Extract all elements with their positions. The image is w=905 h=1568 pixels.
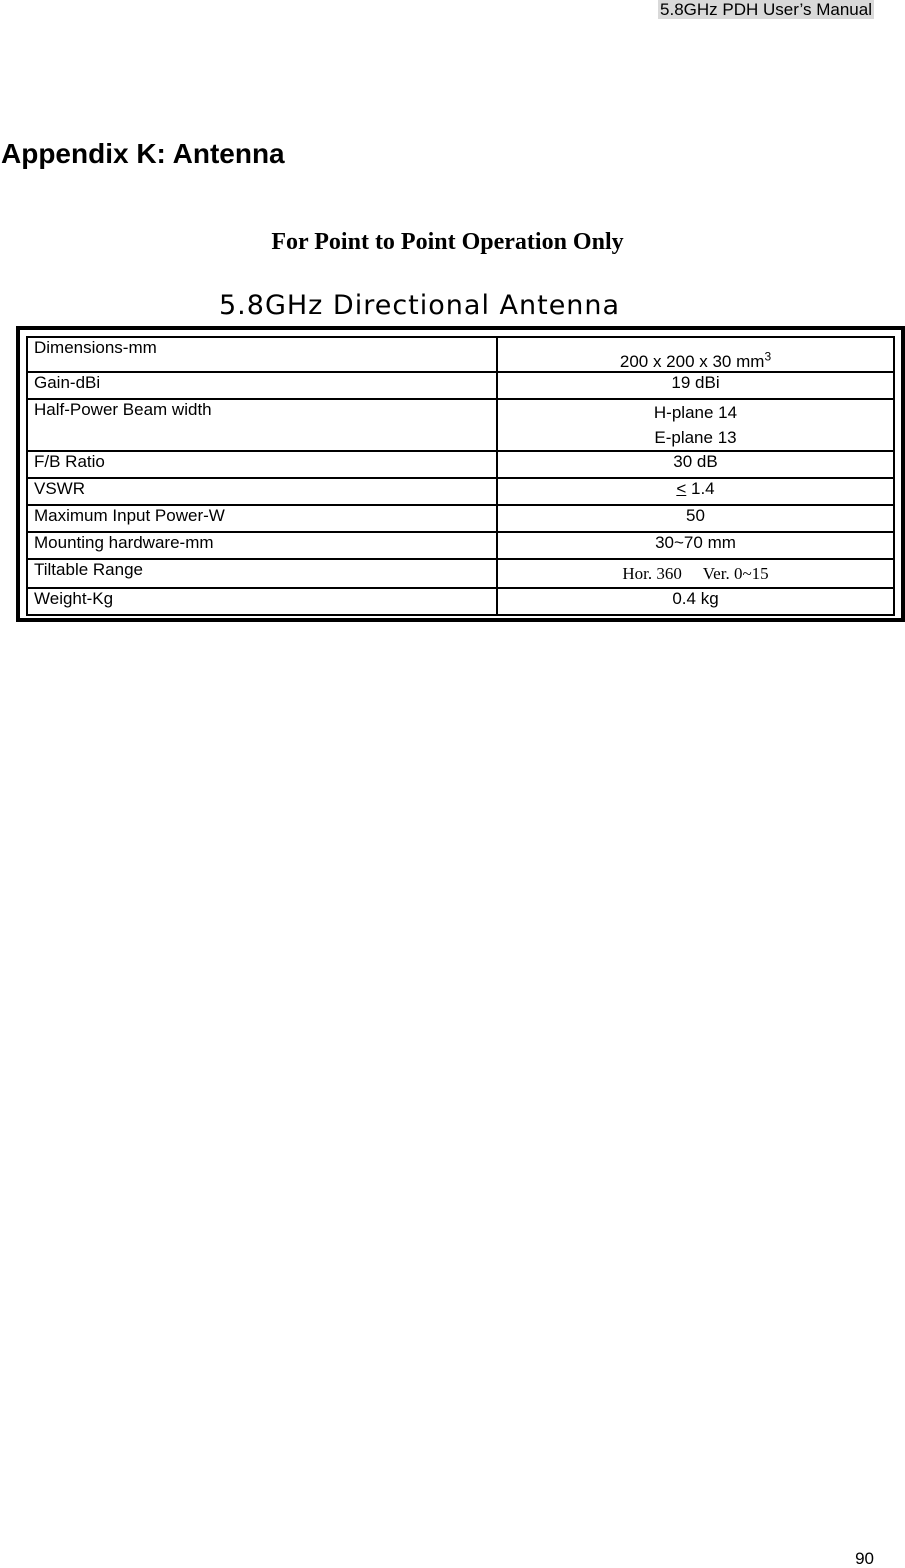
- spec-value: 50: [497, 505, 894, 532]
- page-number: 90: [855, 1549, 874, 1568]
- spec-value: [497, 399, 894, 451]
- table-caption: 5.8GHz Directional Antenna: [219, 290, 621, 321]
- e-plane-value: E-plane 13: [654, 428, 737, 447]
- spec-value: 30~70 mm: [497, 532, 894, 559]
- h-plane-value: H-plane 14: [653, 403, 738, 422]
- spec-value: 0.4 kg: [497, 588, 894, 615]
- spec-value: [497, 337, 894, 372]
- spec-value: 19 dBi: [497, 372, 894, 399]
- table-row: [27, 478, 894, 505]
- less-equal-symbol: <: [676, 479, 687, 498]
- spec-label: Half-Power Beam width: [27, 399, 497, 451]
- spec-value: [497, 478, 894, 505]
- spec-label: Mounting hardware-mm: [27, 532, 497, 559]
- antenna-spec-table: [26, 336, 895, 616]
- table-row: [27, 532, 894, 559]
- table-row: [27, 559, 894, 588]
- table-row: [27, 505, 894, 532]
- spec-value: Hor. 360 Ver. 0~15: [497, 559, 894, 588]
- spec-value: 30 dB: [497, 451, 894, 478]
- table-row: [27, 588, 894, 615]
- spec-label: Weight-Kg: [27, 588, 497, 615]
- table-row: [27, 399, 894, 451]
- appendix-heading: Appendix K: Antenna: [1, 138, 285, 169]
- vswr-value: 1.4: [686, 479, 715, 498]
- spec-label: Gain-dBi: [27, 372, 497, 399]
- spec-label: Tiltable Range: [27, 559, 497, 588]
- table-row: [27, 451, 894, 478]
- dimensions-superscript: 3: [764, 349, 772, 364]
- spec-label: VSWR: [27, 478, 497, 505]
- operation-note: For Point to Point Operation Only: [271, 229, 624, 255]
- antenna-spec-frame: [16, 326, 905, 622]
- spec-label: F/B Ratio: [27, 451, 497, 478]
- dimensions-value: 200 x 200 x 30 mm: [619, 352, 765, 371]
- spec-label: Dimensions-mm: [27, 337, 497, 372]
- manual-title: 5.8GHz PDH User’s Manual: [660, 0, 872, 19]
- spec-label: Maximum Input Power-W: [27, 505, 497, 532]
- table-row: [27, 337, 894, 372]
- table-row: [27, 372, 894, 399]
